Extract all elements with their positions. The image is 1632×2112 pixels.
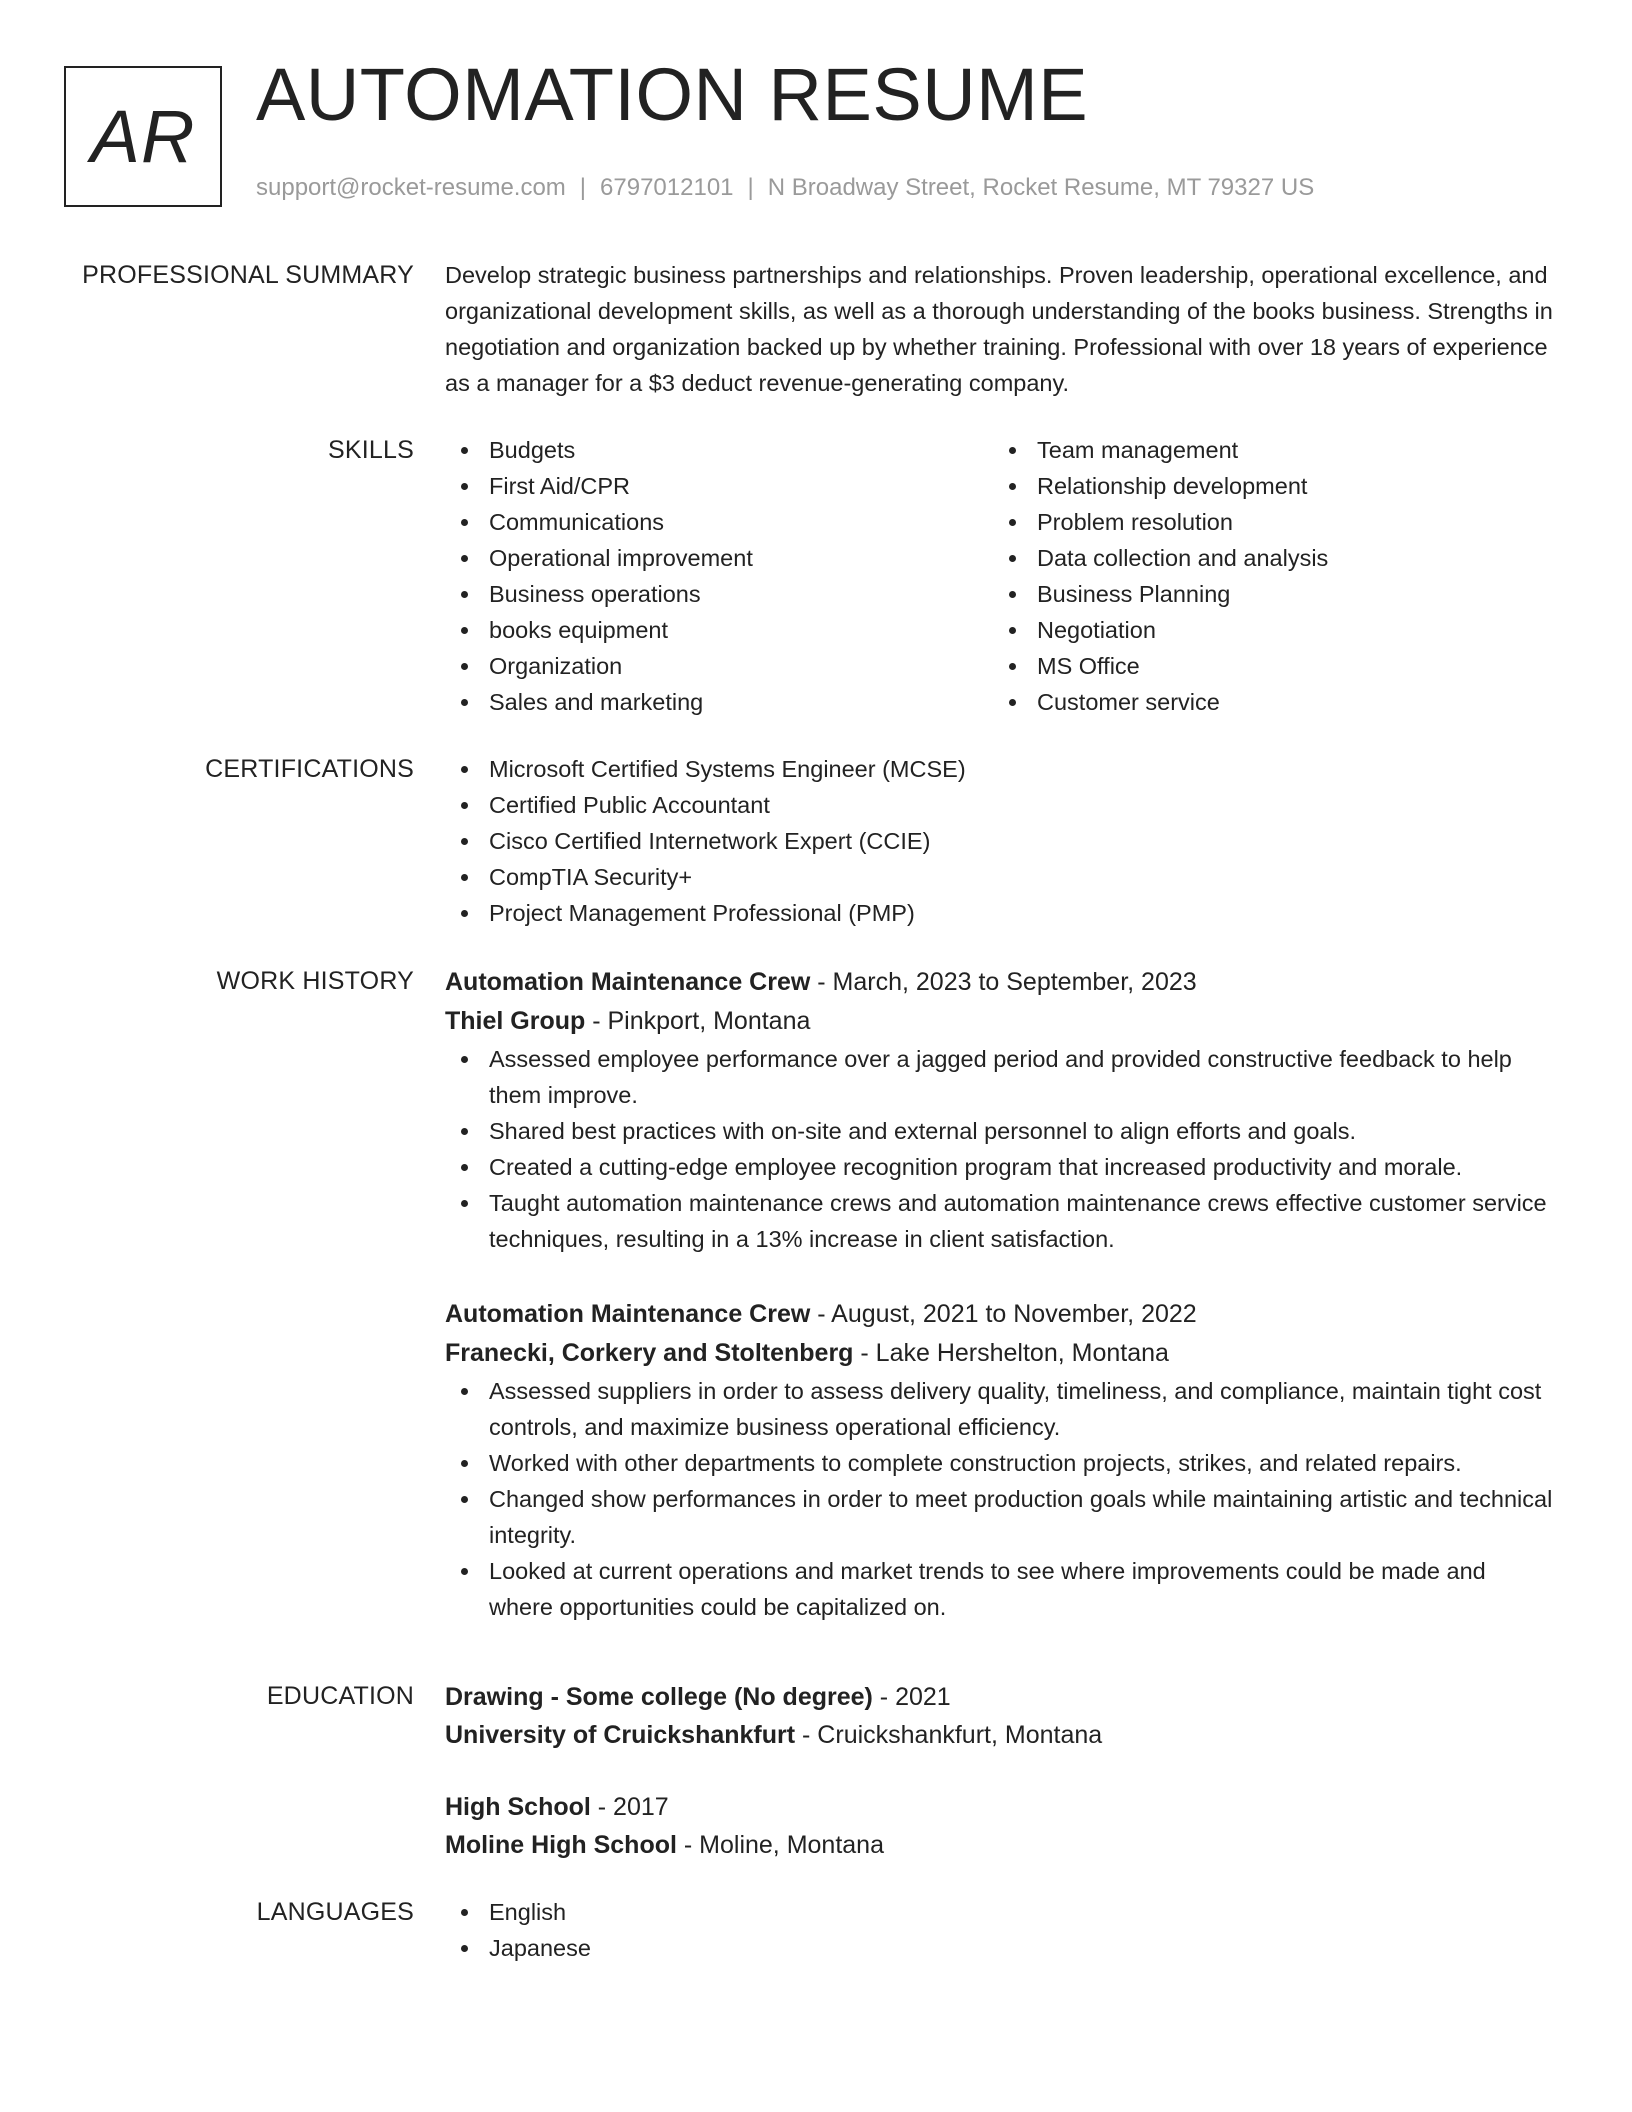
education-location: - Moline, Montana <box>676 1831 884 1859</box>
resume-name: AUTOMATION RESUME <box>256 53 1089 136</box>
job-title: Automation Maintenance Crew <box>445 968 811 996</box>
certification-item: CompTIA Security+ <box>445 859 1555 895</box>
job-location: - Pinkport, Montana <box>585 1007 811 1035</box>
education-year: - 2017 <box>590 1793 669 1821</box>
job-location: - Lake Hershelton, Montana <box>853 1339 1169 1367</box>
contact-line <box>256 176 1314 200</box>
language-item: English <box>445 1894 1555 1930</box>
job-entry <box>445 1295 1555 1625</box>
job-duty: Changed show performances in order to meet production goals while maintaining artistic and technical integrity. <box>445 1481 1555 1553</box>
job-title: Automation Maintenance Crew <box>445 1300 811 1328</box>
certification-item: Project Management Professional (PMP) <box>445 895 1555 931</box>
job-company-line <box>445 1334 1555 1373</box>
contact-separator: | <box>747 174 754 201</box>
section-label-summary: PROFESSIONAL SUMMARY <box>82 261 414 289</box>
skill-item: Sales and marketing <box>445 684 993 720</box>
skill-item: Business operations <box>445 576 993 612</box>
skill-item: books equipment <box>445 612 993 648</box>
skill-item: First Aid/CPR <box>445 468 993 504</box>
job-duty: Assessed suppliers in order to assess delivery quality, timeliness, and compliance, maintain tight cost controls, and maximize business operational efficiency. <box>445 1373 1555 1445</box>
job-duty: Taught automation maintenance crews and automation maintenance crews effective customer service techniques, resulting in a 13% increase in client satisfaction. <box>445 1185 1555 1257</box>
skill-item: MS Office <box>993 648 1541 684</box>
skill-item: Budgets <box>445 432 993 468</box>
certifications-list <box>445 751 1555 931</box>
job-duty: Looked at current operations and market trends to see where improvements could be made and where opportunities could be capitalized on. <box>445 1553 1555 1625</box>
education-school: Moline High School <box>445 1831 677 1859</box>
certification-item: Microsoft Certified Systems Engineer (MCSE) <box>445 751 1555 787</box>
languages-list <box>445 1894 1555 1966</box>
certification-item: Cisco Certified Internetwork Expert (CCIE) <box>445 823 1555 859</box>
education-year: - 2021 <box>872 1683 951 1711</box>
monogram-badge <box>64 66 222 207</box>
education-school-line <box>445 1716 1555 1754</box>
skill-item: Customer service <box>993 684 1541 720</box>
education-degree: High School <box>445 1793 591 1821</box>
skills-list-left <box>445 432 993 720</box>
job-dates: - August, 2021 to November, 2022 <box>810 1300 1197 1328</box>
summary-text: Develop strategic business partnerships and relationships. Proven leadership, operational excellence, and organizational development skills, as well as a thorough understanding of the books business. Strengths in negotiation and organization backed up by whether training. Professional with over 18 years of experience as a manager for a $3 deduct revenue-generating company. <box>445 262 1553 396</box>
education-degree-line <box>445 1678 1555 1716</box>
skill-item: Operational improvement <box>445 540 993 576</box>
job-entry <box>445 963 1555 1257</box>
skill-item: Problem resolution <box>993 504 1541 540</box>
certification-item: Certified Public Accountant <box>445 787 1555 823</box>
contact-email[interactable]: support@rocket-resume.com <box>256 174 566 201</box>
skill-item: Relationship development <box>993 468 1541 504</box>
job-duty: Assessed employee performance over a jagged period and provided constructive feedback to help them improve. <box>445 1041 1555 1113</box>
section-label-education: EDUCATION <box>266 1682 414 1710</box>
job-duties-list <box>445 1373 1555 1625</box>
job-company: Franecki, Corkery and Stoltenberg <box>445 1339 854 1367</box>
skill-item: Business Planning <box>993 576 1541 612</box>
contact-phone[interactable]: 6797012101 <box>600 174 734 201</box>
skill-item: Communications <box>445 504 993 540</box>
skill-item: Data collection and analysis <box>993 540 1541 576</box>
skill-item: Organization <box>445 648 993 684</box>
education-degree: Drawing - Some college (No degree) <box>445 1683 873 1711</box>
skill-item: Negotiation <box>993 612 1541 648</box>
job-duty: Created a cutting-edge employee recognition program that increased productivity and morale. <box>445 1149 1555 1185</box>
job-duty: Worked with other departments to complete construction projects, strikes, and related repairs. <box>445 1445 1555 1481</box>
education-degree-line <box>445 1788 1555 1826</box>
job-duty: Shared best practices with on-site and external personnel to align efforts and goals. <box>445 1113 1555 1149</box>
contact-separator: | <box>579 174 587 201</box>
contact-address: N Broadway Street, Rocket Resume, MT 79327 US <box>767 174 1315 201</box>
job-company-line <box>445 1002 1555 1041</box>
education-entry <box>445 1788 1555 1864</box>
education-school: University of Cruickshankfurt <box>445 1721 796 1749</box>
job-title-line <box>445 963 1555 1002</box>
language-item: Japanese <box>445 1930 1555 1966</box>
section-label-skills: SKILLS <box>328 436 414 464</box>
section-label-work-history: WORK HISTORY <box>216 967 414 995</box>
job-title-line <box>445 1295 1555 1334</box>
job-dates: - March, 2023 to September, 2023 <box>810 968 1197 996</box>
section-label-languages: LANGUAGES <box>256 1898 414 1926</box>
monogram-initials: AR <box>90 95 196 178</box>
section-label-certifications: CERTIFICATIONS <box>205 755 414 783</box>
job-company: Thiel Group <box>445 1007 586 1035</box>
education-entry <box>445 1678 1555 1754</box>
education-location: - Cruickshankfurt, Montana <box>795 1721 1103 1749</box>
education-school-line <box>445 1826 1555 1864</box>
job-duties-list <box>445 1041 1555 1257</box>
skill-item: Team management <box>993 432 1541 468</box>
skills-list-right <box>993 432 1541 720</box>
